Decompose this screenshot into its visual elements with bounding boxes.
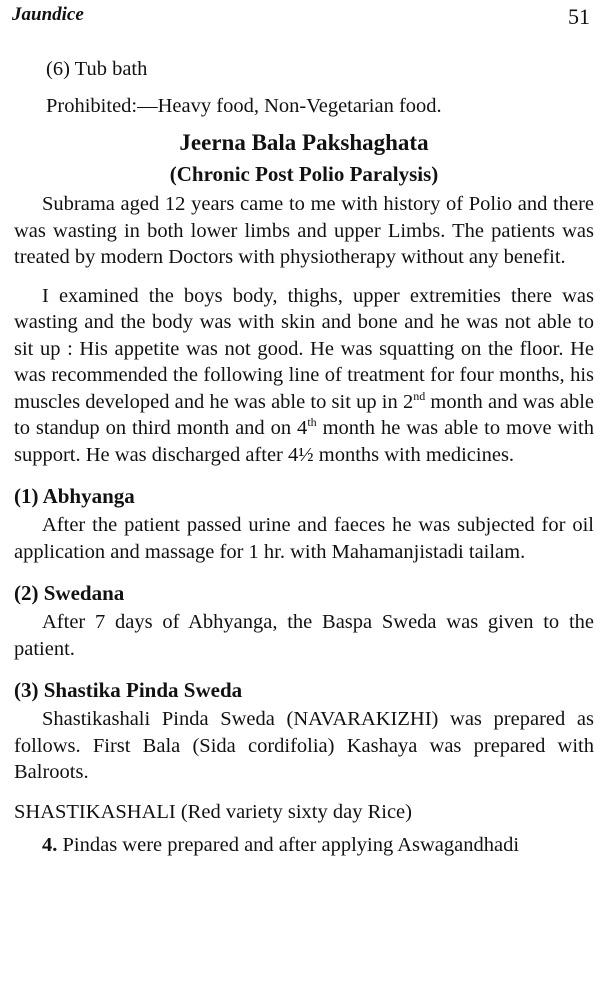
caps-description: (Red variety sixty day Rice) <box>175 800 412 823</box>
paragraph-examination <box>14 283 594 469</box>
heading-swedana: (2) Swedana <box>14 581 125 605</box>
prohibited-line: Prohibited:—Heavy food, Non-Vegetarian food. <box>46 94 442 117</box>
ordinal-suffix: th <box>307 415 317 429</box>
page-body <box>14 56 594 858</box>
section-title: Jeerna Bala Pakshaghata <box>179 130 429 155</box>
item-text: Pindas were prepared and after applying Aswagandhadi <box>57 833 520 856</box>
ordinal-suffix: nd <box>413 388 426 403</box>
caps-term: SHASTIKASHALI <box>14 800 176 823</box>
running-title: Jaundice <box>12 4 84 25</box>
paragraph-text: month he was able to move with support. He was discharged after 4½ months with medicines. <box>14 417 594 466</box>
list-item-pindas <box>14 832 594 859</box>
page-number: 51 <box>568 4 590 29</box>
page-header <box>12 4 590 34</box>
list-item-tub-bath: (6) Tub bath <box>46 58 148 80</box>
heading-shastika-pinda-sweda: (3) Shastika Pinda Sweda <box>14 678 243 702</box>
shastikashali-line <box>14 798 594 826</box>
section-subtitle: (Chronic Post Polio Paralysis) <box>169 162 439 186</box>
paragraph-swedana: After 7 days of Abhyanga, the Baspa Sweda was given to the patient. <box>14 611 594 660</box>
item-number: 4. <box>42 833 58 856</box>
paragraph-shastika: Shastikashali Pinda Sweda (NAVARAKIZHI) was prepared as follows. First Bala (Sida cordifolia) Kashaya was prepared with Balroots. <box>14 708 594 783</box>
paragraph-history: Subrama aged 12 years came to me with history of Polio and there was wasting in both lower limbs and upper Limbs. The patients was treated by modern Doctors with physiotherapy without any benefit. <box>14 193 594 268</box>
paragraph-abhyanga: After the patient passed urine and faeces he was subjected for oil application and massage for 1 hr. with Mahamanjistadi tailam. <box>14 514 594 563</box>
paragraph-text: I examined the boys body, thighs, upper extremities there was wasting and the body was with skin and bone and he was not able to sit up : His appetite was not good. He was squatting on the floor. He was recommended the following line of treatment for four months, his muscles developed and he was able to sit up in 2 <box>14 284 594 413</box>
heading-abhyanga: (1) Abhyanga <box>14 484 135 508</box>
paragraph-text: month and was able to standup on third month and on 4 <box>14 390 594 439</box>
